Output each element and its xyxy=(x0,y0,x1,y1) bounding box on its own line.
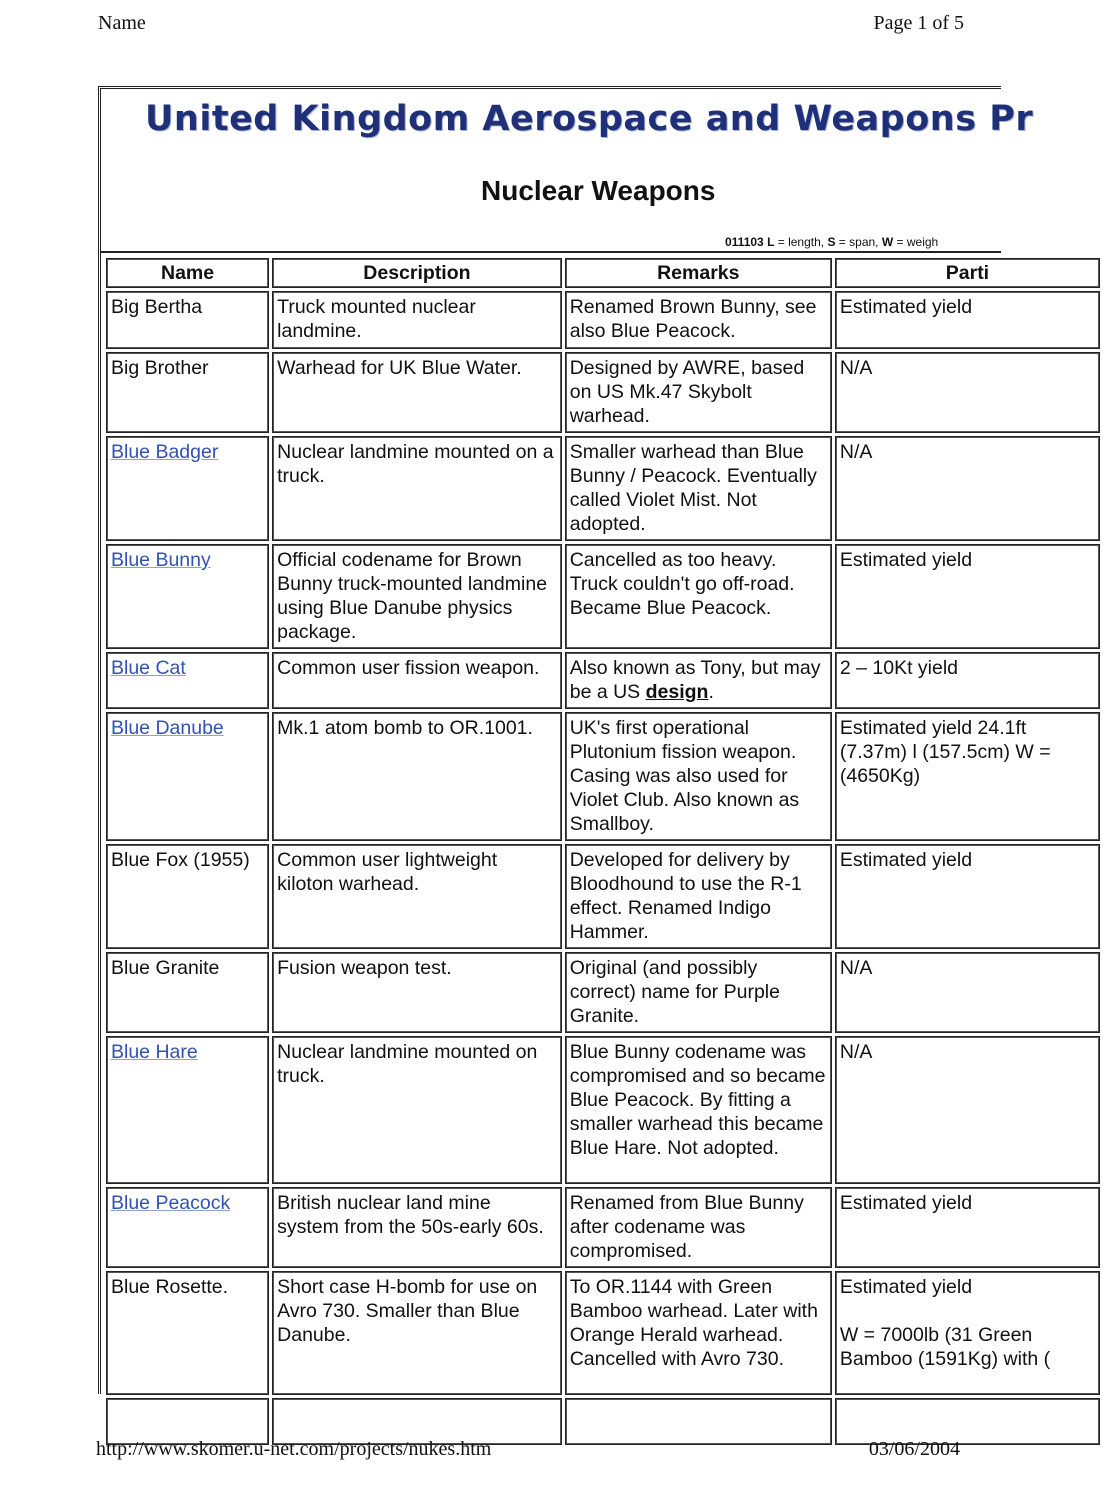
cell-description: Mk.1 atom bomb to OR.1001. xyxy=(272,712,562,841)
table-row xyxy=(106,291,1100,349)
cell-remarks: Renamed from Blue Bunny after codename was compromised. xyxy=(565,1187,832,1268)
cell-name xyxy=(106,652,269,709)
table-row xyxy=(106,1036,1100,1184)
cell-particulars: Estimated yield xyxy=(835,844,1100,949)
cell-description: Nuclear landmine mounted on a truck. xyxy=(272,436,562,541)
cell-name xyxy=(106,1187,269,1268)
weapon-link[interactable]: Blue Danube xyxy=(111,717,224,739)
cell-description: Truck mounted nuclear landmine. xyxy=(272,291,562,349)
cell-description: British nuclear land mine system from the 50s-early 60s. xyxy=(272,1187,562,1268)
cell-description: Official codename for Brown Bunny truck-mounted landmine using Blue Danube physics package. xyxy=(272,544,562,649)
cell-particulars: Estimated yield xyxy=(835,1187,1100,1268)
cell-remarks: To OR.1144 with Green Bamboo warhead. Later with Orange Herald warhead. Cancelled with Avro 730. xyxy=(565,1271,832,1395)
legend-l-text: = length, xyxy=(774,235,828,249)
cell-particulars: N/A xyxy=(835,1036,1100,1184)
legend-l: L xyxy=(767,235,775,249)
cell-description: Nuclear landmine mounted on truck. xyxy=(272,1036,562,1184)
cell-description: Fusion weapon test. xyxy=(272,952,562,1033)
cell-particulars: N/A xyxy=(835,952,1100,1033)
cell-remarks xyxy=(565,652,832,709)
table-header-row xyxy=(106,258,1100,288)
cell-name: Big Bertha xyxy=(106,291,269,349)
table-row xyxy=(106,712,1100,841)
table-row xyxy=(106,652,1100,709)
cell-remarks: Cancelled as too heavy. Truck couldn't go off-road. Became Blue Peacock. xyxy=(565,544,832,649)
cell-remarks: Designed by AWRE, based on US Mk.47 Skybolt warhead. xyxy=(565,352,832,433)
table-row xyxy=(106,1271,1100,1395)
table-row xyxy=(106,544,1100,649)
page-frame xyxy=(98,86,1051,1394)
weapon-link[interactable]: Blue Peacock xyxy=(111,1192,231,1214)
print-date: 03/06/2004 xyxy=(868,1438,960,1460)
weapon-link[interactable]: Blue Hare xyxy=(111,1041,198,1063)
legend-w-text: = weigh xyxy=(893,235,939,249)
legend xyxy=(725,235,938,249)
cell-particulars: 2 – 10Kt yield xyxy=(835,652,1100,709)
cell-description: Warhead for UK Blue Water. xyxy=(272,352,562,433)
legend-s: S xyxy=(827,235,836,249)
page-title: Nuclear Weapons xyxy=(481,175,716,206)
legend-s-text: = span, xyxy=(835,235,882,249)
cell-name: Blue Granite xyxy=(106,952,269,1033)
legend-code: 011103 xyxy=(725,235,764,249)
table-row xyxy=(106,844,1100,949)
cell-name xyxy=(106,1036,269,1184)
remarks-text-end: . xyxy=(708,681,714,703)
page-url: http://www.skomer.u-net.com/projects/nukes.htm xyxy=(96,1438,492,1460)
cell-name xyxy=(106,544,269,649)
cell-particulars: Estimated yield xyxy=(835,544,1100,649)
table-row xyxy=(106,352,1100,433)
table-row xyxy=(106,952,1100,1033)
cell-particulars: Estimated yield xyxy=(835,291,1100,349)
remarks-text: Also known as Tony, but may be a US xyxy=(569,657,821,703)
col-header-name: Name xyxy=(106,258,269,288)
col-header-remarks: Remarks xyxy=(565,258,832,288)
cell-description: Common user lightweight kiloton warhead. xyxy=(272,844,562,949)
particulars-line-2: W = 7000lb (31 Green Bamboo (1591Kg) with ( xyxy=(839,1324,1051,1370)
cell-name: Big Brother xyxy=(106,352,269,433)
print-footer xyxy=(0,1434,1058,1474)
particulars-line-1: Estimated yield xyxy=(839,1276,973,1298)
cell-description: Short case H-bomb for use on Avro 730. Smaller than Blue Danube. xyxy=(272,1271,562,1395)
page-number: Page 1 of 5 xyxy=(873,12,964,34)
legend-w: W xyxy=(881,235,894,249)
divider xyxy=(101,251,1001,253)
remarks-emphasis: design xyxy=(645,681,709,703)
cell-particulars: N/A xyxy=(835,352,1100,433)
cell-particulars: Estimated yield 24.1ft (7.37m) l (157.5cm) W = (4650Kg) xyxy=(835,712,1100,841)
cell-remarks: Developed for delivery by Bloodhound to use the R-1 effect. Renamed Indigo Hammer. xyxy=(565,844,832,949)
weapon-link[interactable]: Blue Bunny xyxy=(111,549,211,571)
table-row xyxy=(106,1187,1100,1268)
cell-name: Blue Rosette. xyxy=(106,1271,269,1395)
table-row xyxy=(106,436,1100,541)
weapons-table xyxy=(103,255,1103,1448)
cell-remarks: Original (and possibly correct) name for Purple Granite. xyxy=(565,952,832,1033)
cell-remarks: Smaller warhead than Blue Bunny / Peacock. Eventually called Violet Mist. Not adopted. xyxy=(565,436,832,541)
cell-remarks: Renamed Brown Bunny, see also Blue Peacock. xyxy=(565,291,832,349)
cell-name: Blue Fox (1955) xyxy=(106,844,269,949)
site-title: United Kingdom Aerospace and Weapons Pr xyxy=(145,99,1034,139)
weapon-link[interactable]: Blue Cat xyxy=(111,657,186,679)
cell-particulars xyxy=(835,1271,1100,1395)
cell-remarks: UK's first operational Plutonium fission weapon. Casing was also used for Violet Club. Also known as Smallboy. xyxy=(565,712,832,841)
weapon-link[interactable]: Blue Badger xyxy=(111,441,219,463)
print-header-name: Name xyxy=(98,12,146,34)
cell-name xyxy=(106,712,269,841)
cell-description: Common user fission weapon. xyxy=(272,652,562,709)
cell-particulars: N/A xyxy=(835,436,1100,541)
col-header-description: Description xyxy=(272,258,562,288)
cell-name xyxy=(106,436,269,541)
cell-remarks: Blue Bunny codename was compromised and so became Blue Peacock. By fitting a smaller warhead this became Blue Hare. Not adopted. xyxy=(565,1036,832,1184)
col-header-particulars: Parti xyxy=(835,258,1100,288)
print-header xyxy=(0,0,1058,40)
